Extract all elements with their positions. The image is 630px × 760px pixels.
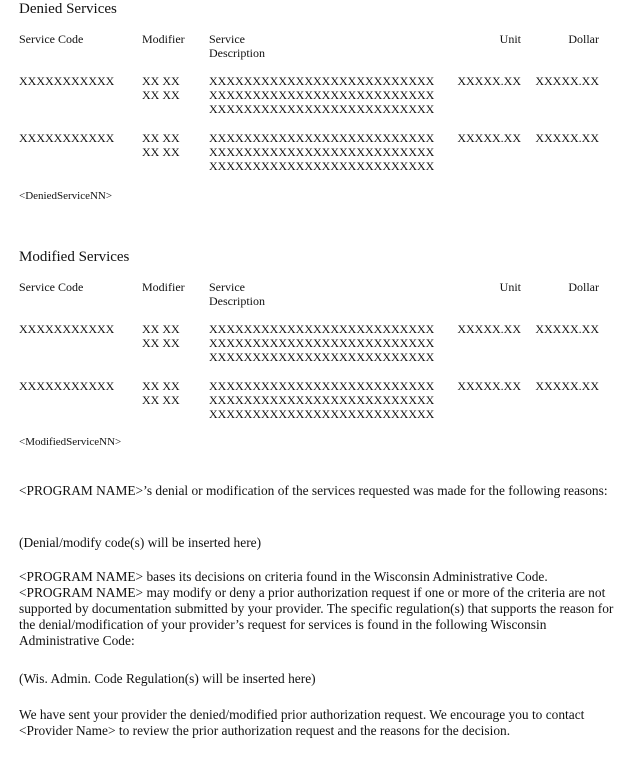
- table-row: [19, 322, 619, 367]
- header-modifier: Modifier: [142, 32, 185, 46]
- reasons-intro-paragraph: <PROGRAM NAME>’s denial or modification of the services requested was made for the following reasons:: [19, 483, 608, 498]
- header-desc-line2: Description: [209, 294, 265, 308]
- header-desc-line1: Service: [209, 32, 245, 46]
- regulation-placeholder: (Wis. Admin. Code Regulation(s) will be inserted here): [19, 671, 316, 686]
- header-dollar: Dollar: [568, 280, 599, 294]
- modifier: XX XX XX XX: [142, 322, 180, 350]
- service-description: XXXXXXXXXXXXXXXXXXXXXXXXXX XXXXXXXXXXXXXXXXXXXXXXXXXX XXXXXXXXXXXXXXXXXXXXXXXXXX: [209, 379, 435, 421]
- header-desc-line2: Description: [209, 46, 265, 60]
- table-row: [19, 74, 619, 119]
- header-service-code: Service Code: [19, 280, 84, 294]
- modified-services-title: Modified Services: [19, 249, 130, 265]
- header-desc-line1: Service: [209, 280, 245, 294]
- dollar-value: XXXXX.XX: [535, 379, 599, 393]
- unit-value: XXXXX.XX: [457, 131, 521, 145]
- header-modifier: Modifier: [142, 280, 185, 294]
- modifier: XX XX XX XX: [142, 74, 180, 102]
- denial-code-placeholder: (Denial/modify code(s) will be inserted here): [19, 535, 262, 550]
- dollar-value: XXXXX.XX: [535, 322, 599, 336]
- table-row: [19, 379, 619, 424]
- denied-service-placeholder: <DeniedServiceNN>: [19, 190, 113, 202]
- header-service-code: Service Code: [19, 32, 84, 46]
- service-code: XXXXXXXXXXX: [19, 131, 115, 145]
- service-code: XXXXXXXXXXX: [19, 379, 115, 393]
- modified-services-section: [19, 248, 619, 448]
- header-dollar: Dollar: [568, 32, 599, 46]
- table-row: [19, 131, 619, 176]
- service-description: XXXXXXXXXXXXXXXXXXXXXXXXXX XXXXXXXXXXXXXXXXXXXXXXXXXX XXXXXXXXXXXXXXXXXXXXXXXXXX: [209, 74, 435, 116]
- modified-table-header: [19, 280, 619, 310]
- denied-services-title: Denied Services: [19, 1, 117, 17]
- header-service-description: [209, 280, 449, 308]
- denied-services-section: [19, 0, 619, 202]
- service-description: XXXXXXXXXXXXXXXXXXXXXXXXXX XXXXXXXXXXXXXXXXXXXXXXXXXX XXXXXXXXXXXXXXXXXXXXXXXXXX: [209, 322, 435, 364]
- header-service-description: [209, 32, 449, 60]
- dollar-value: XXXXX.XX: [535, 131, 599, 145]
- dollar-value: XXXXX.XX: [535, 74, 599, 88]
- unit-value: XXXXX.XX: [457, 379, 521, 393]
- service-code: XXXXXXXXXXX: [19, 74, 115, 88]
- provider-contact-paragraph: We have sent your provider the denied/modified prior authorization request. We encourage you to contact <Provider Name> to review the prior authorization request and the reasons for the decision.: [19, 707, 585, 738]
- header-unit: Unit: [499, 280, 521, 294]
- unit-value: XXXXX.XX: [457, 322, 521, 336]
- header-unit: Unit: [499, 32, 521, 46]
- modified-service-placeholder: <ModifiedServiceNN>: [19, 436, 122, 448]
- modifier: XX XX XX XX: [142, 379, 180, 407]
- service-description: XXXXXXXXXXXXXXXXXXXXXXXXXX XXXXXXXXXXXXXXXXXXXXXXXXXX XXXXXXXXXXXXXXXXXXXXXXXXXX: [209, 131, 435, 173]
- unit-value: XXXXX.XX: [457, 74, 521, 88]
- denied-table-header: [19, 32, 619, 62]
- modifier: XX XX XX XX: [142, 131, 180, 159]
- criteria-paragraph: <PROGRAM NAME> bases its decisions on criteria found in the Wisconsin Administrative Code. <PROGRAM NAME> may modify or deny a prior authorization request if one or more of the criteria are not supported by documentation submitted by your provider. The specific regulation(s) that supports the reason for the denial/modification of your provider’s request for services is found in the following Wisconsin Administrative Code:: [19, 569, 614, 648]
- service-code: XXXXXXXXXXX: [19, 322, 115, 336]
